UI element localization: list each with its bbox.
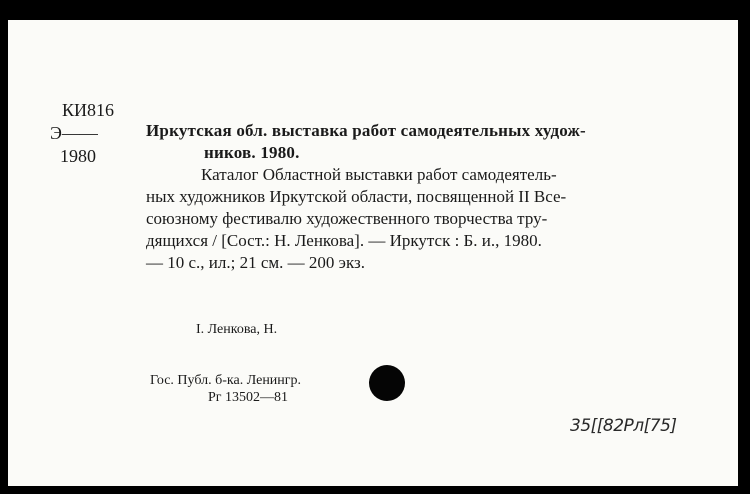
- shelf-mark-line-1: КИ816: [62, 100, 115, 120]
- heading-line-2: ников. 1980.: [204, 143, 300, 162]
- body-line-4: дящихся / [Сост.: Н. Ленкова]. — Иркутск : Б. и., 1980.: [146, 231, 542, 250]
- catalog-card: [8, 20, 738, 486]
- punch-hole: [369, 365, 405, 401]
- body-line-5: — 10 с., ил.; 21 см. — 200 экз.: [146, 253, 365, 272]
- body-line-1: Каталог Областной выставки работ самодеятель-: [201, 165, 557, 184]
- library-line-2: Рг 13502—81: [208, 390, 289, 405]
- library-line-1: Гос. Публ. б-ка. Ленингр.: [150, 373, 302, 388]
- shelf-mark-line-2: Э——: [50, 123, 98, 143]
- added-entry: I. Ленкова, Н.: [196, 322, 278, 337]
- handwritten-note: 35[[82Рл[75]: [570, 416, 677, 436]
- heading-line-1: Иркутская обл. выставка работ самодеятельных худож-: [146, 121, 586, 140]
- body-line-3: союзному фестивалю художественного творчества тру-: [146, 209, 548, 228]
- body-line-2: ных художников Иркутской области, посвященной II Все-: [146, 187, 567, 206]
- shelf-mark-line-3: 1980: [60, 146, 96, 166]
